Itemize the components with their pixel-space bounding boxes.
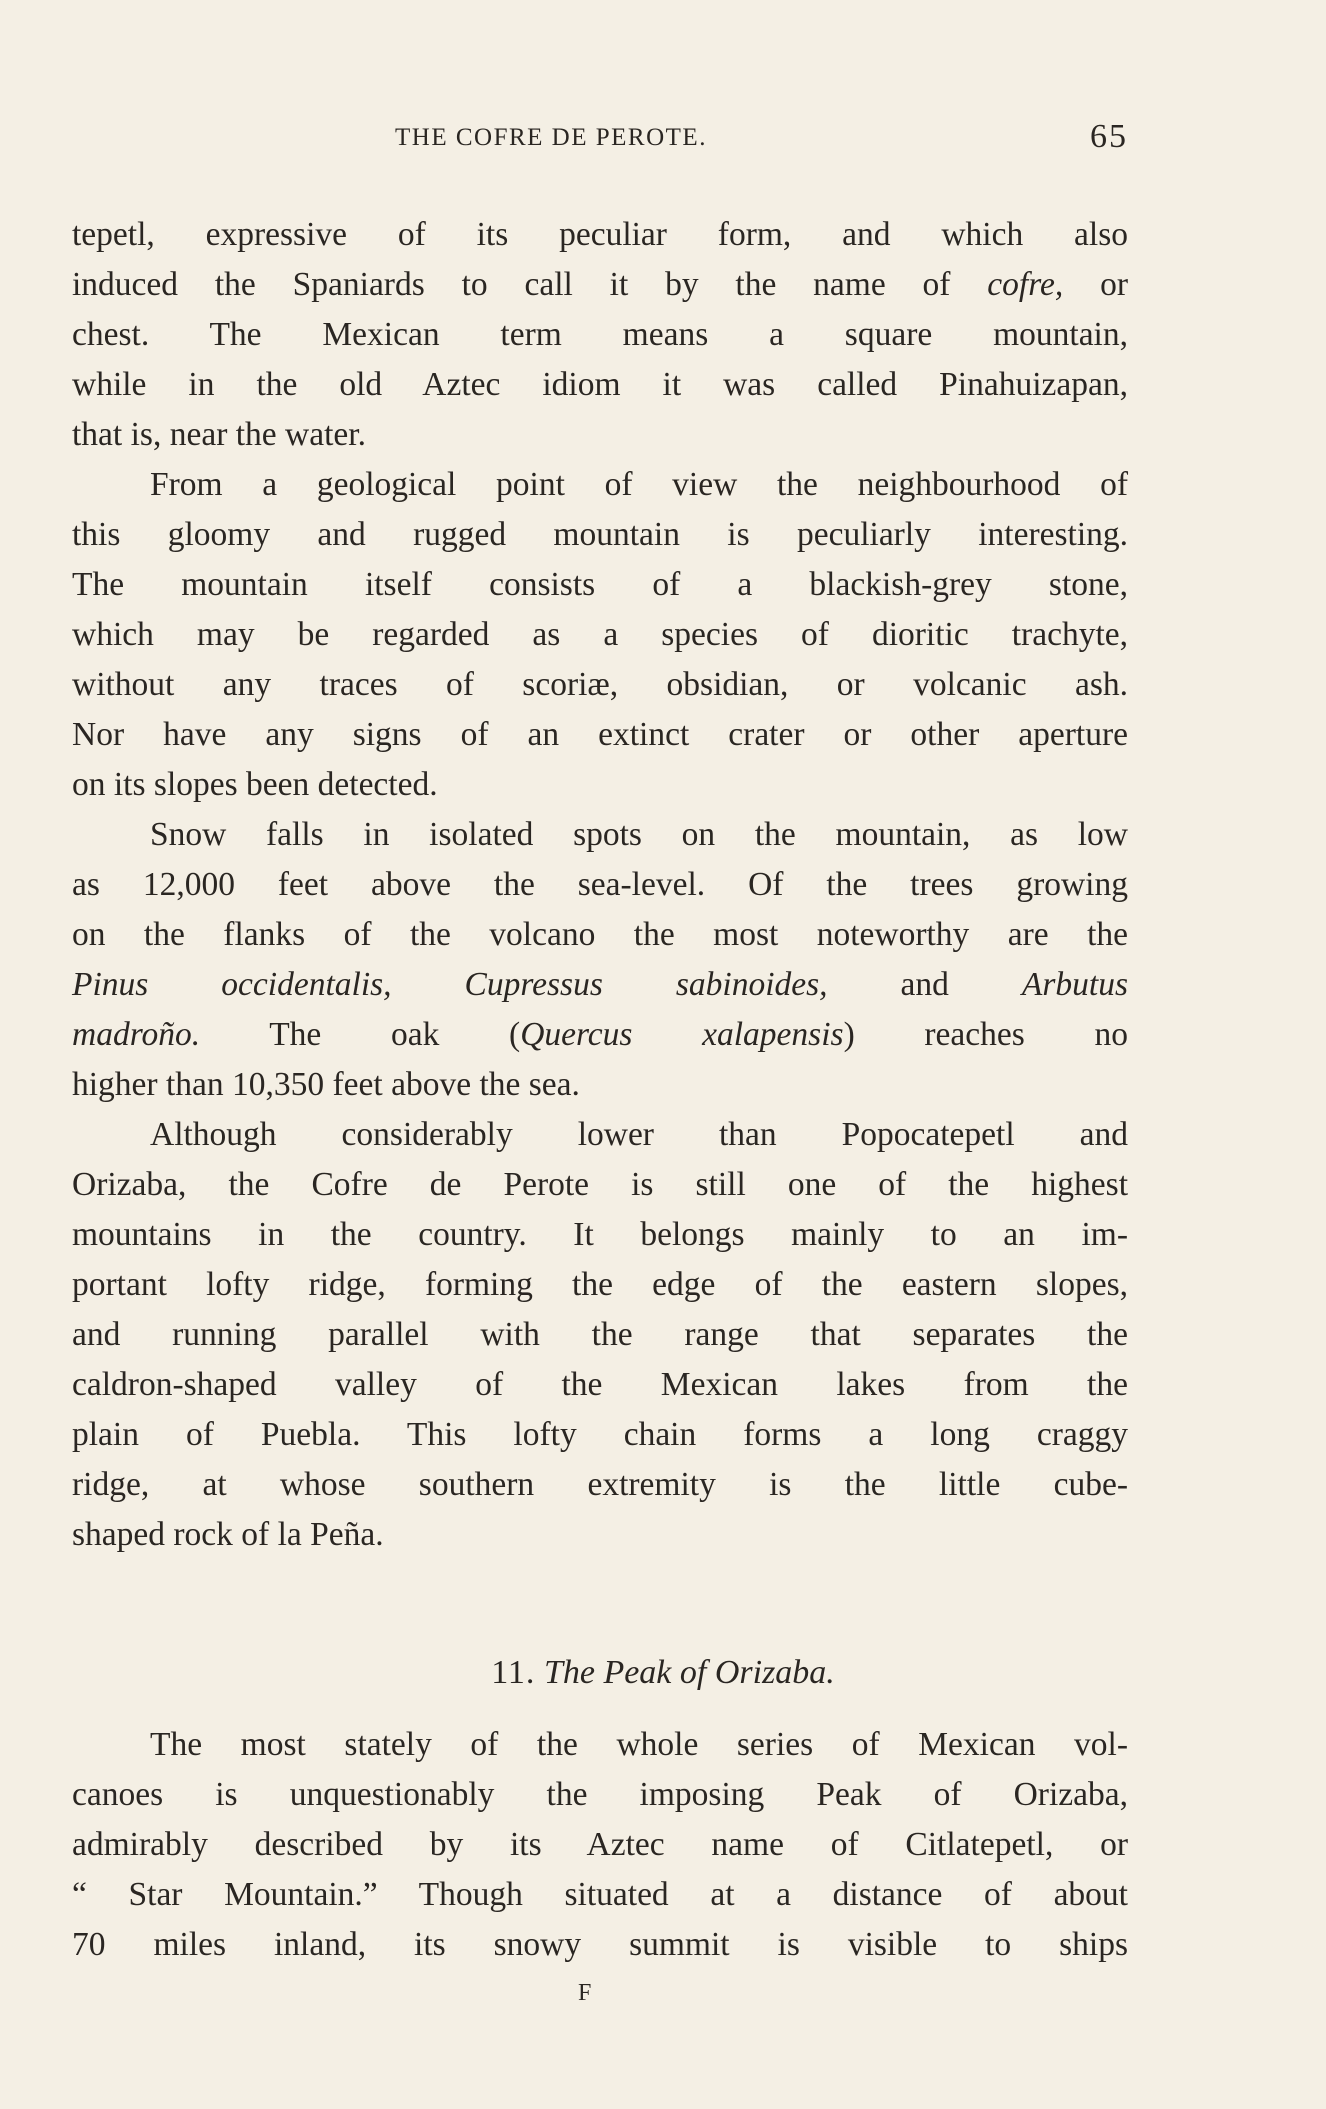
text-span: induced the Spaniards to call it by the name of	[72, 266, 988, 303]
text-line: this gloomy and rugged mountain is peculiarly interesting.	[72, 516, 1128, 553]
italic-species: Quercus xalapensis	[520, 1016, 844, 1053]
text-line	[72, 960, 1128, 1010]
text-line: as 12,000 feet above the sea-level. Of the trees growing	[72, 866, 1128, 903]
text-span: ) reaches no	[843, 1016, 1129, 1053]
text-span: and	[827, 966, 1022, 1003]
text-line: Snow falls in isolated spots on the mountain, as low	[150, 816, 1128, 853]
italic-species: Pinus occidentalis, Cupressus sabinoides,	[72, 966, 828, 1003]
text-line: chest. The Mexican term means a square mountain,	[72, 316, 1128, 353]
section-number: 11.	[491, 1654, 536, 1691]
text-line: on the flanks of the volcano the most noteworthy are the	[72, 916, 1128, 953]
text-line: which may be regarded as a species of dioritic trachyte,	[72, 616, 1128, 653]
section-title: The Peak of Orizaba.	[543, 1654, 835, 1691]
text-span: or	[1063, 266, 1129, 303]
text-line: “ Star Mountain.” Though situated at a distance of about	[72, 1876, 1128, 1913]
running-head: THE COFRE DE PEROTE.	[395, 124, 707, 151]
italic-term: cofre,	[987, 266, 1064, 303]
text-line: Although considerably lower than Popocatepetl and	[150, 1116, 1128, 1153]
text-line: mountains in the country. It belongs mainly to an im-	[72, 1216, 1128, 1253]
text-line: tepetl, expressive of its peculiar form, and which also	[72, 216, 1128, 253]
text-line	[72, 1010, 1128, 1060]
text-line: while in the old Aztec idiom it was called Pinahuizapan,	[72, 366, 1128, 403]
text-line: admirably described by its Aztec name of Citlatepetl, or	[72, 1826, 1128, 1863]
text-line: shaped rock of la Peña.	[72, 1516, 384, 1553]
text-span: The oak (	[200, 1016, 521, 1053]
text-line: 70 miles inland, its snowy summit is visible to ships	[72, 1926, 1128, 1963]
text-line: that is, near the water.	[72, 416, 366, 453]
text-line: caldron-shaped valley of the Mexican lakes from the	[72, 1366, 1128, 1403]
text-line	[72, 260, 1128, 310]
text-line: From a geological point of view the neighbourhood of	[150, 466, 1128, 503]
text-line: on its slopes been detected.	[72, 766, 438, 803]
text-line: Orizaba, the Cofre de Perote is still one of the highest	[72, 1166, 1128, 1203]
text-line: canoes is unquestionably the imposing Peak of Orizaba,	[72, 1776, 1128, 1813]
italic-species: madroño.	[72, 1016, 201, 1053]
text-line: ridge, at whose southern extremity is the little cube-	[72, 1466, 1128, 1503]
text-line: The mountain itself consists of a blackish-grey stone,	[72, 566, 1128, 603]
text-line: The most stately of the whole series of Mexican vol-	[150, 1726, 1128, 1763]
text-line: and running parallel with the range that separates the	[72, 1316, 1128, 1353]
italic-species: Arbutus	[1021, 966, 1129, 1003]
signature-mark: F	[578, 1980, 593, 2006]
section-heading	[0, 1648, 1326, 1698]
text-line: Nor have any signs of an extinct crater or other aperture	[72, 716, 1128, 753]
page-number: 65	[1090, 118, 1128, 155]
text-line: plain of Puebla. This lofty chain forms a long craggy	[72, 1416, 1128, 1453]
text-line: higher than 10,350 feet above the sea.	[72, 1066, 580, 1103]
text-line: portant lofty ridge, forming the edge of the eastern slopes,	[72, 1266, 1128, 1303]
text-line: without any traces of scoriæ, obsidian, or volcanic ash.	[72, 666, 1128, 703]
